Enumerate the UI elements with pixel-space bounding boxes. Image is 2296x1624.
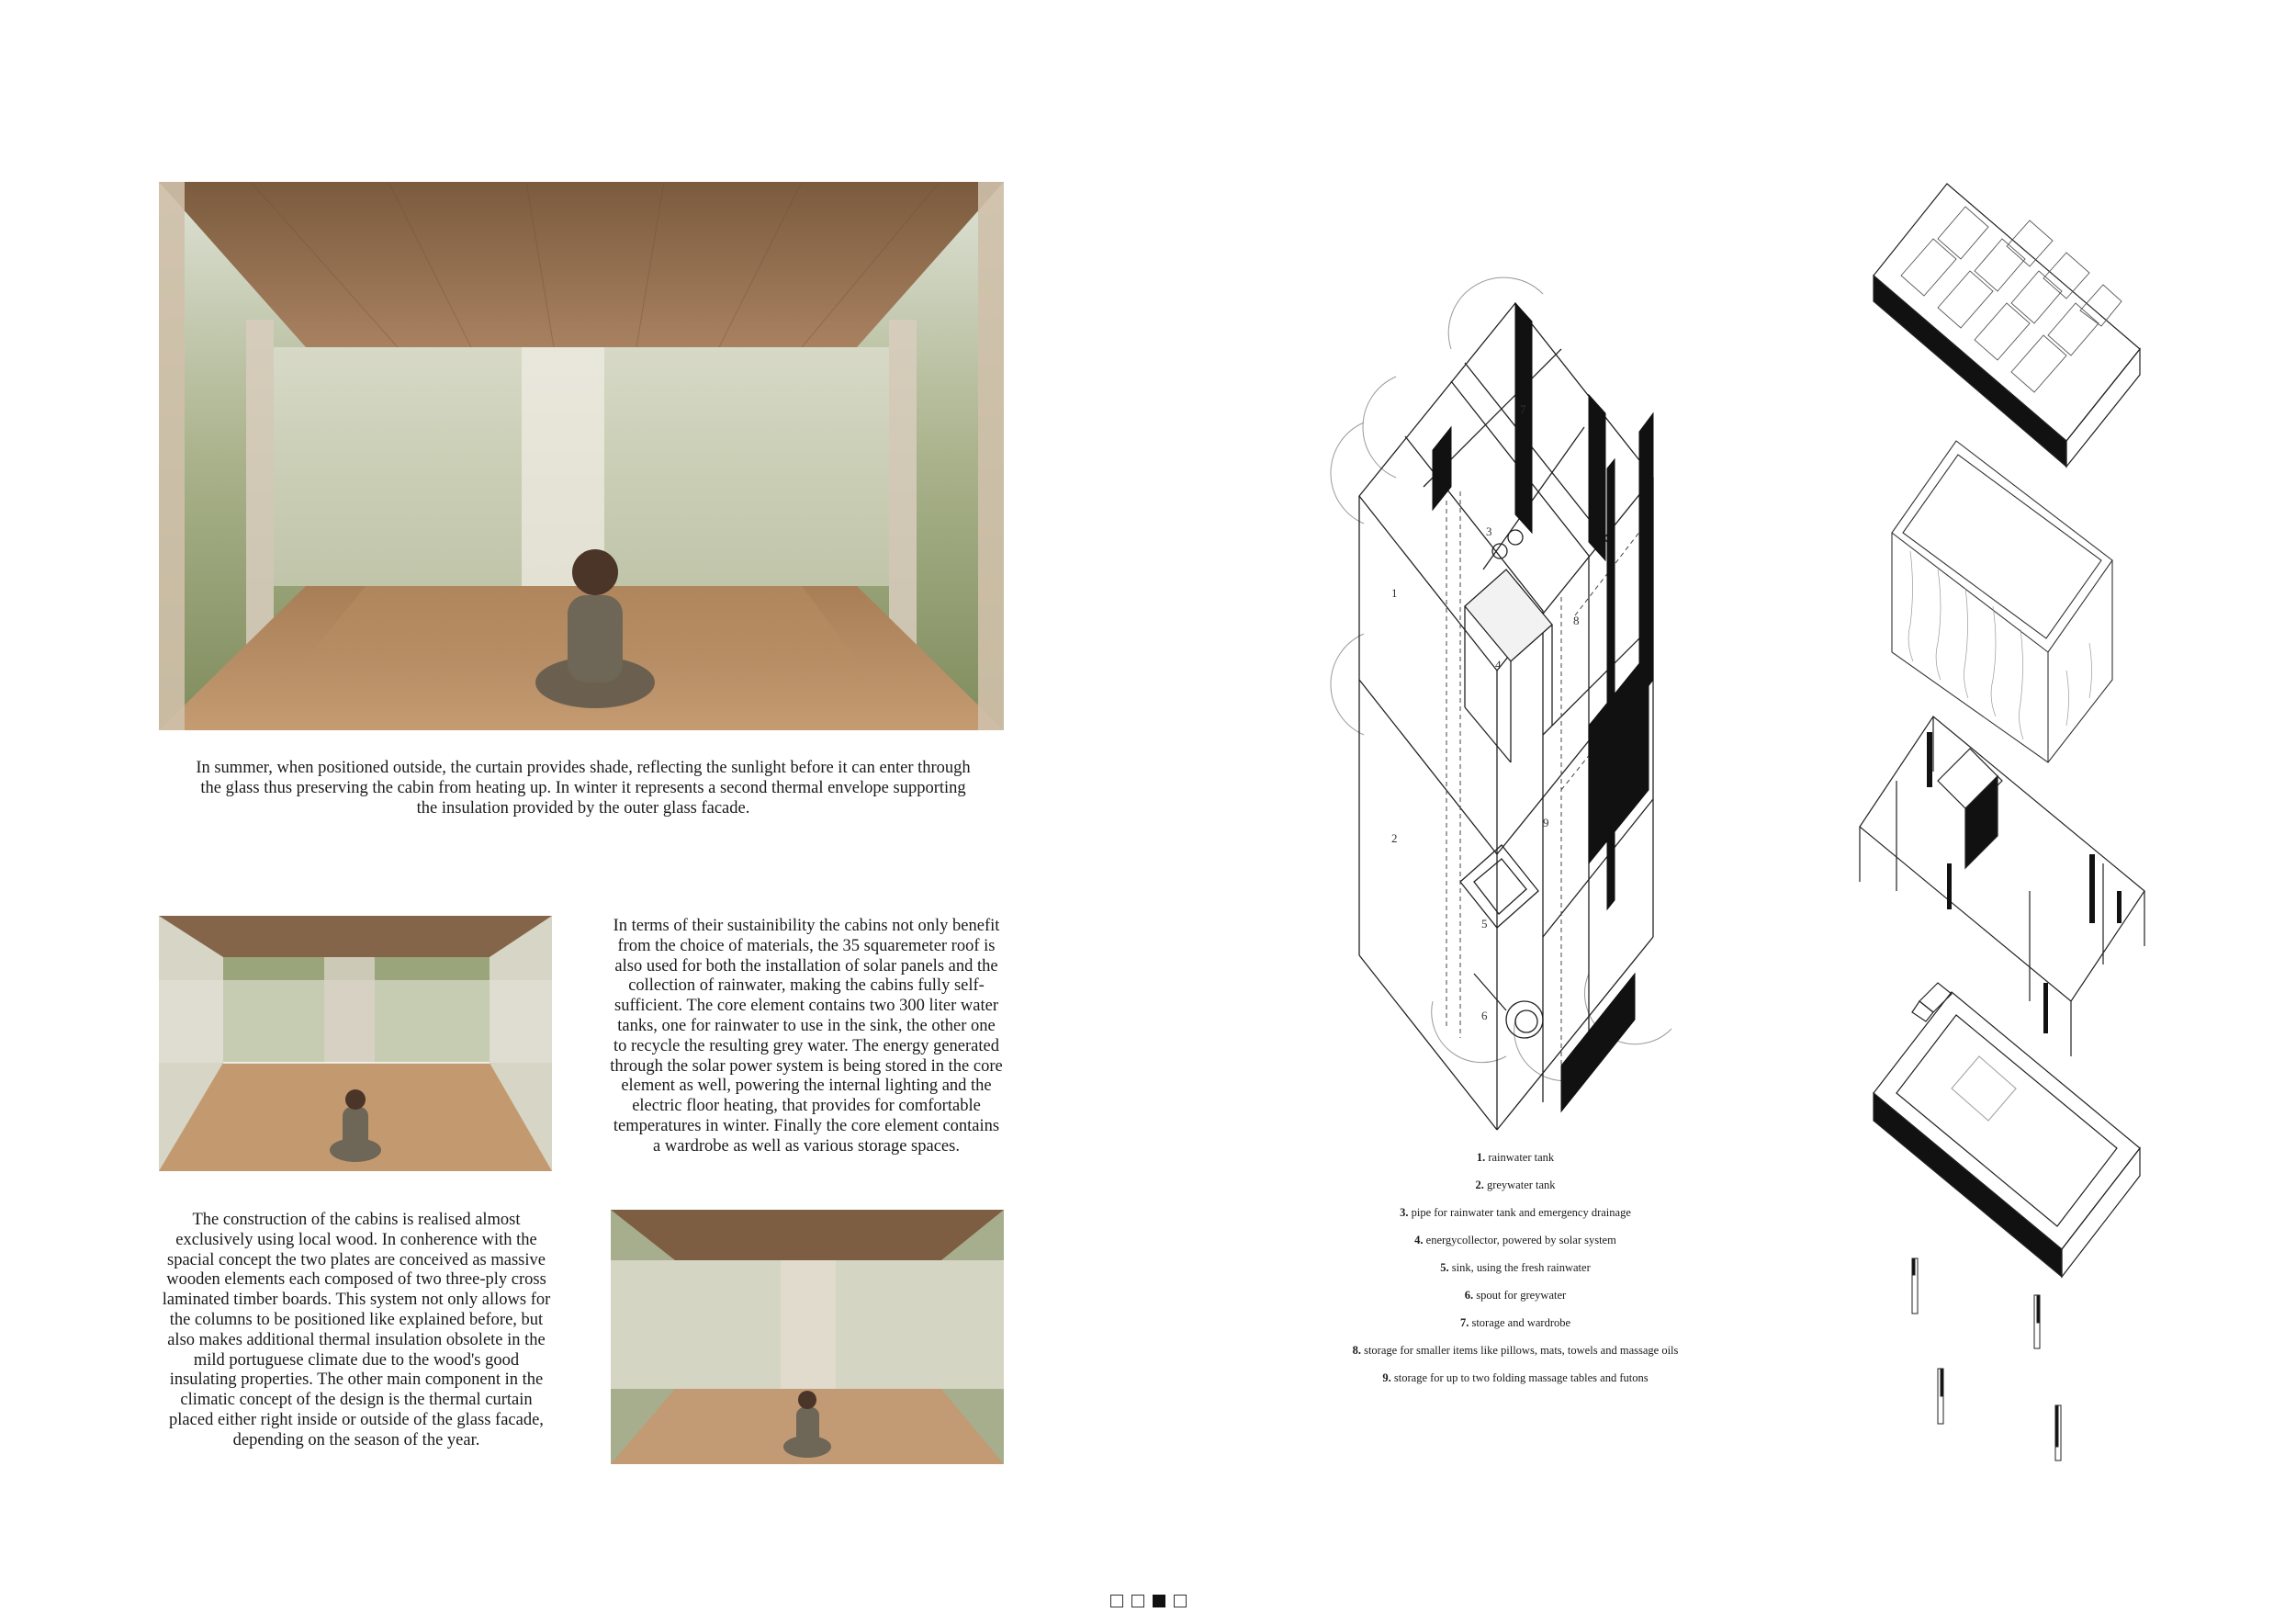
legend-item-9: 9. storage for up to two folding massage tables and futons	[1382, 1371, 1649, 1384]
diagram-label-1: 1	[1391, 586, 1398, 600]
facade-core-layer	[1860, 716, 2144, 1056]
page-dot-2[interactable]	[1131, 1595, 1144, 1607]
legend-item-7: 7. storage and wardrobe	[1459, 1316, 1571, 1329]
roof-solar-layer	[1874, 184, 2140, 467]
caption-curtain: In summer, when positioned outside, the curtain provides shade, reflecting the sunlight before it can enter through the glass thus preserving the cabin from heating up. In winter it represents a second thermal envelope supporting the insulation provided by the outer glass facade.	[196, 759, 971, 818]
legend-item-5: 5. sink, using the fresh rainwater	[1440, 1261, 1591, 1274]
page-dot-3-active[interactable]	[1153, 1595, 1165, 1607]
legend-item-1: 1. rainwater tank	[1476, 1151, 1555, 1164]
legend-item-3: 3. pipe for rainwater tank and emergency drainage	[1400, 1206, 1631, 1219]
diagram-label-7: 7	[1520, 402, 1526, 416]
diagram-label-5: 5	[1481, 917, 1488, 930]
diagram-label-3: 3	[1486, 524, 1492, 538]
diagram-label-4: 4	[1495, 658, 1502, 671]
page-dot-4[interactable]	[1174, 1595, 1187, 1607]
interior-render-small-right	[611, 1210, 1004, 1464]
curtain-layer	[1892, 441, 2112, 762]
interior-render-large	[159, 182, 1004, 730]
page-indicator[interactable]	[1110, 1595, 1187, 1607]
diagram-label-9: 9	[1543, 816, 1549, 829]
caption-construction: The construction of the cabins is realised almost exclusively using local wood. In conherence with the spacial concept the two plates are conceived as massive wooden elements each composed of two three-ply cross laminated timber boards. This system not only allows for the columns to be positioned like explained before, but also makes additional thermal insulation obsolete in the mild portuguese climate due to the wood's good insulating properties. The other main component in the climatic concept of the design is the thermal curtain placed either right inside or outside of the glass facade, depending on the season of the year.	[162, 1211, 551, 1449]
legend-item-2: 2. greywater tank	[1475, 1179, 1556, 1191]
interior-render-small-left	[159, 916, 552, 1171]
exploded-axonometric-diagram	[1846, 175, 2158, 1479]
diagram-label-8: 8	[1573, 614, 1580, 627]
diagram-label-6: 6	[1481, 1009, 1488, 1022]
caption-sustainability: In terms of their sustainibility the cabins not only benefit from the choice of materials, the 35 squaremeter roof is also used for both the installation of solar panels and the collection of rainwater, making the cabins fully self-sufficient. The core element contains two 300 liter water tanks, one for rainwater to use in the sink, the other one to recycle the resulting grey water. The energy generated through the solar power system is being stored in the core element as well, powering the internal lighting and the electric floor heating, that provides for comfortable temperatures in winter. Finally the core element contains a wardrobe as well as various storage spaces.	[610, 917, 1003, 1156]
legend-item-6: 6. spout for greywater	[1464, 1289, 1567, 1302]
core-element-isometric-diagram	[1286, 276, 1800, 1167]
diagram-legend	[1322, 1151, 1708, 1399]
legend-item-4: 4. energycollector, powered by solar system	[1414, 1234, 1616, 1246]
legend-item-8: 8. storage for smaller items like pillows, mats, towels and massage oils	[1352, 1344, 1679, 1357]
column-stubs	[1912, 1258, 2061, 1460]
diagram-label-2: 2	[1391, 831, 1398, 845]
floor-slab-layer	[1874, 983, 2140, 1277]
page-dot-1[interactable]	[1110, 1595, 1123, 1607]
